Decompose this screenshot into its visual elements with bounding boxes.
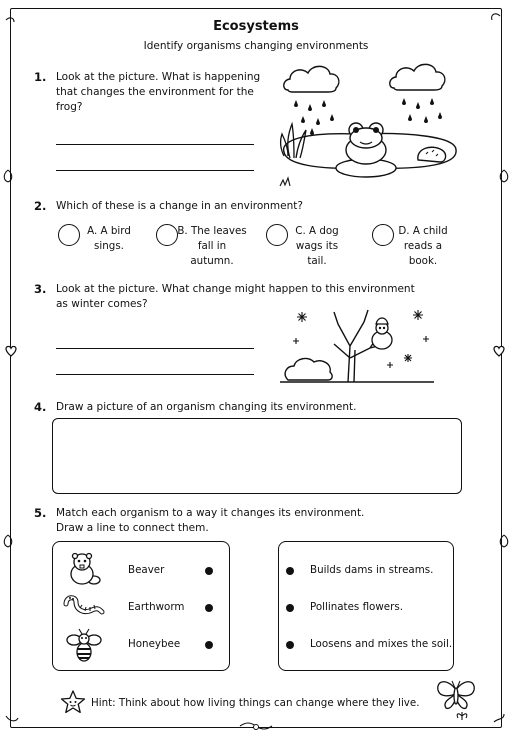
answer-line[interactable]: [56, 170, 254, 171]
answer-line[interactable]: [56, 144, 254, 145]
option-line: wags its: [295, 240, 339, 252]
earthworm-icon: [62, 592, 106, 620]
option-line: C. A dog: [295, 225, 339, 237]
butterfly-icon: [432, 676, 480, 722]
option-line: A. A bird: [87, 225, 131, 237]
match-dot-left[interactable]: [205, 604, 213, 612]
organism-label-honeybee: Honeybee: [128, 638, 181, 650]
question-5-line: Match each organism to a way it changes its environment.: [56, 507, 365, 519]
page-subtitle: Identify organisms changing environments: [143, 40, 369, 52]
frog-pond-rain-illustration: [276, 60, 466, 190]
option-line: B. The leaves: [177, 225, 247, 237]
option-c-label: [286, 224, 348, 269]
option-a-radio[interactable]: [58, 224, 80, 246]
option-d-radio[interactable]: [372, 224, 394, 246]
match-dot-right[interactable]: [286, 641, 294, 649]
question-1-line: that changes the environment for the: [56, 86, 254, 98]
question-5-line: Draw a line to connect them.: [56, 522, 209, 534]
answer-line[interactable]: [56, 348, 254, 349]
question-3-line: as winter comes?: [56, 298, 148, 310]
option-line: reads a: [403, 240, 443, 252]
question-4-text: Draw a picture of an organism changing its environment.: [56, 401, 357, 413]
answer-line[interactable]: [56, 374, 254, 375]
honeybee-icon: [66, 628, 102, 664]
option-line: tail.: [307, 255, 327, 267]
effect-label-soil: Loosens and mixes the soil.: [310, 638, 453, 650]
option-line: D. A child: [398, 225, 448, 237]
option-b-radio[interactable]: [156, 224, 178, 246]
question-5-text: [56, 506, 364, 536]
question-4-number: 4.: [34, 400, 47, 414]
option-d-label: [392, 224, 454, 269]
page-title: Ecosystems: [213, 19, 299, 34]
organism-label-earthworm: Earthworm: [128, 601, 185, 613]
option-line: fall in: [197, 240, 227, 252]
winter-tree-bird-illustration: [278, 300, 438, 386]
option-line: book.: [408, 255, 438, 267]
option-line: autumn.: [190, 255, 234, 267]
star-icon: [60, 690, 86, 714]
question-5-number: 5.: [34, 506, 47, 520]
question-1-line: Look at the picture. What is happening: [56, 71, 261, 83]
match-dot-left[interactable]: [205, 567, 213, 575]
option-c-radio[interactable]: [266, 224, 288, 246]
match-dot-right[interactable]: [286, 604, 294, 612]
organism-label-beaver: Beaver: [128, 564, 165, 576]
hint-text: Hint: Think about how living things can change where they live.: [91, 697, 420, 709]
option-line: sings.: [94, 240, 124, 252]
question-1-line: frog?: [56, 101, 83, 113]
question-1-text: [56, 70, 260, 115]
question-3-number: 3.: [34, 282, 47, 296]
question-3-line: Look at the picture. What change might happen to this environment: [56, 283, 415, 295]
beaver-icon: [66, 552, 102, 586]
option-b-label: [176, 224, 248, 269]
question-1-number: 1.: [34, 70, 47, 84]
effect-label-dams: Builds dams in streams.: [310, 564, 434, 576]
question-2-number: 2.: [34, 199, 47, 213]
match-dot-left[interactable]: [205, 641, 213, 649]
match-dot-right[interactable]: [286, 567, 294, 575]
effect-label-pollinates: Pollinates flowers.: [310, 601, 403, 613]
option-a-label: [78, 224, 140, 254]
question-2-text: Which of these is a change in an environment?: [56, 200, 303, 212]
drawing-area[interactable]: [52, 418, 462, 494]
